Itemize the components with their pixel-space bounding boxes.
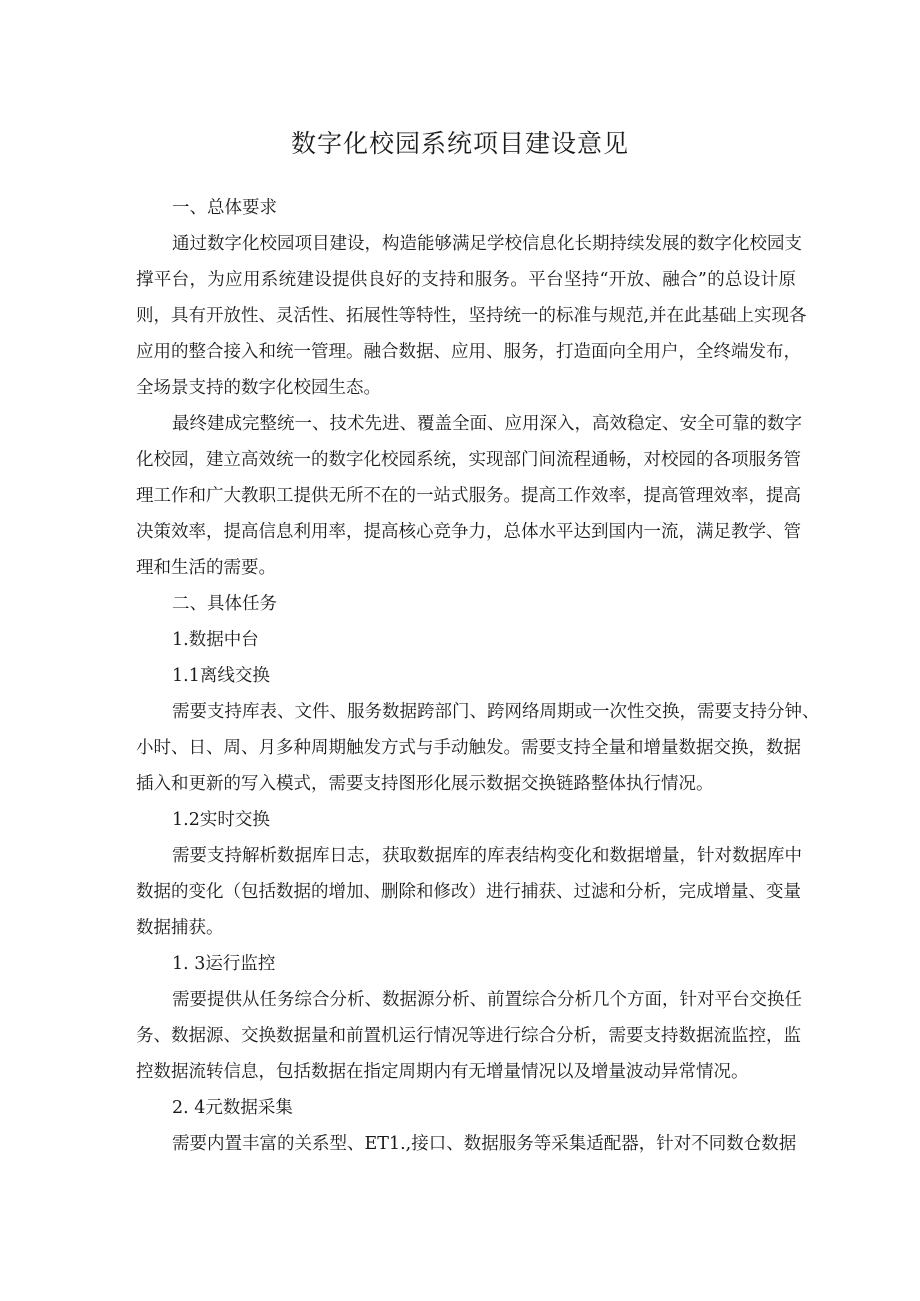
paragraph-line: 通过数字化校园项目建设，构造能够满足学校信息化长期持续发展的数字化校园支 [172, 234, 802, 254]
subsection-heading: 1.2实时交换 [172, 810, 270, 830]
paragraph-line: 插入和更新的写入模式，需要支持图形化展示数据交换链路整体执行情况。 [136, 774, 714, 794]
subsection-heading: 1.数据中台 [172, 630, 259, 650]
paragraph-line: 需要内置丰富的关系型、ET1.,接口、数据服务等采集适配器，针对不同数仓数据 [172, 1134, 797, 1154]
paragraph-line: 则，具有开放性、灵活性、拓展性等特性，坚持统一的标准与规范,并在此基础上实现各 [136, 306, 807, 326]
paragraph-line: 务、数据源、交换数据量和前置机运行情况等进行综合分析，需要支持数据流监控，监 [136, 1026, 801, 1046]
subsection-heading: 2. 4元数据采集 [172, 1098, 293, 1118]
paragraph-line: 小时、日、周、月多种周期触发方式与手动触发。需要支持全量和增量数据交换，数据 [136, 738, 801, 758]
paragraph-line: 理工作和广大教职工提供无所不在的一站式服务。提高工作效率，提高管理效率，提高 [136, 486, 801, 506]
paragraph-line: 化校园，建立高效统一的数字化校园系统，实现部门间流程通畅，对校园的各项服务管 [136, 450, 801, 470]
paragraph-line: 数据捕获。 [136, 918, 224, 938]
subsection-heading: 1. 3运行监控 [172, 954, 276, 974]
paragraph-line: 需要提供从任务综合分析、数据源分析、前置综合分析几个方面，针对平台交换任 [172, 990, 802, 1010]
paragraph-line: 撑平台，为应用系统建设提供良好的支持和服务。平台坚持“开放、融合”的总设计原 [136, 270, 796, 290]
section-heading-overall-requirements: 一、总体要求 [172, 198, 277, 218]
paragraph-line: 需要支持解析数据库日志，获取数据库的库表结构变化和数据增量，针对数据库中 [172, 846, 802, 866]
paragraph-line: 数据的变化（包括数据的增加、删除和修改）进行捕获、过滤和分析，完成增量、变量 [136, 882, 801, 902]
paragraph-line: 控数据流转信息，包括数据在指定周期内有无增量情况以及增量波动异常情况。 [136, 1062, 749, 1082]
paragraph-line: 全场景支持的数字化校园生态。 [136, 378, 381, 398]
paragraph-line: 决策效率，提高信息利用率，提高核心竞争力，总体水平达到国内一流，满足教学、管 [136, 522, 801, 542]
subsection-heading: 1.1离线交换 [172, 666, 270, 686]
document-title: 数字化校园系统项目建设意见 [290, 129, 629, 158]
paragraph-line: 理和生活的需要。 [136, 558, 276, 578]
paragraph-line: 需要支持库表、文件、服务数据跨部门、跨网络周期或一次性交换，需要支持分钟、 [172, 702, 820, 722]
section-heading-specific-tasks: 二、具体任务 [172, 594, 277, 614]
paragraph-line: 应用的整合接入和统一管理。融合数据、应用、服务，打造面向全用户，全终端发布， [136, 342, 801, 362]
paragraph-line: 最终建成完整统一、技术先进、覆盖全面、应用深入，高效稳定、安全可靠的数字 [172, 414, 802, 434]
